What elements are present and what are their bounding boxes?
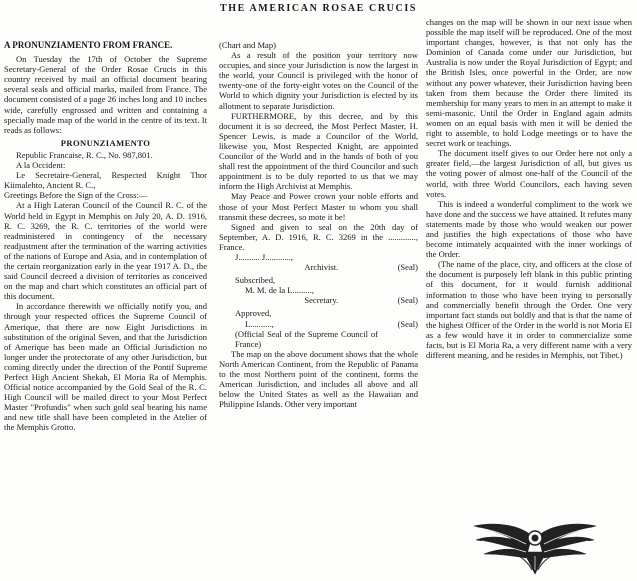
signature-archivist-row bbox=[219, 262, 418, 272]
map-description-paragraph: The map on the above document shows that the whole North American Continent, from the Republic of Panama to the most Northern point of the continent, forms the American Jurisdiction, and includes all above and all below the United States as well as the Hawaiian and Philippine Islands. Other very important bbox=[219, 348, 418, 410]
furthermore-paragraph: FURTHERMORE, by this decree, and by this document it is so decreed, the Most Perfect Master, H. Spencer Lewis, is made a Councilor of the World, likewise you, Most Respected Knight, are appointed Councilor of the World and in the hands of both of you shall rest the appointment of the third Councilor and such appointment is to be duly reported to us that we may inform the High Archivist at Memphis. bbox=[219, 110, 418, 192]
column-right bbox=[426, 17, 632, 360]
archivist-role: Archivist. bbox=[304, 262, 339, 273]
voting-power-paragraph: The document itself gives to our Order here not only a greater field,—the largest Jurisdiction of all, but gives us the voting power of almost one-half of the Council of the world, with three World Councilors, each having seven votes. bbox=[426, 148, 632, 199]
editorial-note-paragraph: (The name of the place, city, and officers at the close of the document is purposely left blank in this public printing of this document, for it would furnish additional information to those who have been trying to personally and commercially benefit through the Order. One very important fact stands out boldly and that is that the name of the highest Officer of the Order in the world is not Moria El as a few would have it in order to commercialize some facts, but is El Moria Ra, a very different name with a very different meaning, and he resides in Memphis, not Tibet.) bbox=[426, 259, 632, 361]
official-seal-note: (Official Seal of the Supreme Council of France) bbox=[235, 328, 378, 349]
signature-approved-row bbox=[219, 319, 418, 329]
approved-name: L.........., bbox=[245, 318, 274, 329]
signed-paragraph: Signed and given to seal on the 20th day of September, A. D. 1916, R. C. 3269 in the ............., France. bbox=[219, 221, 418, 252]
pronunziamento-title: PRONUNZIAMENTO bbox=[60, 137, 151, 148]
intro-paragraph: On Tuesday the 17th of October the Supreme Secretary-General of the Order Rosae Crucis in this country received by mail an official document bearing several seals and official marks, mailed from France. The document consisted of a page 26 inches long and 10 inches wide, carefully engrossed and written and containing a specially made map of the world in the centre of its text. It reads as follows: bbox=[4, 54, 207, 135]
republic-line: Republic Francaise, R. C., No. 987,801. bbox=[16, 149, 153, 160]
compliment-paragraph: This is indeed a wonderful compliment to the work we have done and the success we have attained. It refutes many statements made by those who would weaken our power and justifies the high expectations of those who have become intimately acquainted with the inner workings of the Order. bbox=[426, 198, 632, 260]
column-middle bbox=[219, 40, 418, 409]
winged-emblem-icon bbox=[470, 518, 600, 576]
signature-archivist-name: J.......... J............, bbox=[235, 251, 293, 262]
secretary-seal: (Seal) bbox=[397, 295, 418, 306]
council-paragraph: At a High Lateran Council of the Council R. C. of the World held in Egypt in Memphis on July 20, A. D. 1916, R. C. 3269, the R. C. territories of the world were readministered in contingency of the necessary readjustment after the termination of the warring activities of the nations of Europe and Asia, and in contemplation of the certain reorganization early in the year 1917 A. D., the said Council decreed a division of territories as conceived on the map and chart which constitutes an official part of this document. bbox=[4, 200, 207, 302]
secretary-line: Le Secretaire-General, Respected Knight Thor Kiimalehto, Ancient R. C., bbox=[4, 170, 207, 191]
column-left bbox=[4, 40, 207, 433]
map-changes-paragraph: changes on the map will be shown in our next issue when possible the map itself will be reproduced. One of the most important changes, however, is that not only has the Dominion of Canada come under our Jurisdiction, but Australia is now under the Royal Jurisdiction of Egypt; and the British Isles, once powerful in the Order, are now without any power whatever, their Jurisdiction having been taken from them because the Order there limited its membership for many years to men in an attempt to make it semi-masonic. Until the Order in England again admits women on an equal basis with men it will be denied the right to assemble, to hold Lodge meetings or to have the secret work or teachings. bbox=[426, 17, 632, 149]
signature-secretary-name: M. M. de la L........., bbox=[245, 285, 314, 296]
approved-label: Approved, bbox=[235, 308, 272, 319]
approved-seal: (Seal) bbox=[397, 318, 418, 329]
subscribed-label: Subscribed, bbox=[235, 275, 276, 286]
greetings-line: Greetings Before the Sign of the Cross:— bbox=[4, 190, 148, 201]
page-header: THE AMERICAN ROSAE CRUCIS bbox=[220, 3, 417, 14]
signature-secretary-row bbox=[219, 295, 418, 305]
archivist-seal: (Seal) bbox=[397, 262, 418, 273]
article-heading: A PRONUNZIAMENTO FROM FRANCE. bbox=[4, 40, 173, 50]
secretary-role: Secretary. bbox=[304, 295, 339, 306]
jurisdiction-paragraph: As a result of the position your territory now occupies, and since your Jurisdiction is now the largest in the world, your Council is privileged with the honor of twenty-one of the forty-eight votes on the Council of the World to which dignity your Jurisdiction is elected by its allotment to separate Jurisdiction. bbox=[219, 50, 418, 111]
blessing-paragraph: May Peace and Power crown your noble efforts and those of your Most Perfect Master to whom you shall transmit these decrees, so mote it be! bbox=[219, 191, 418, 222]
address-line: A la Occident: bbox=[16, 160, 66, 171]
chart-map-note: (Chart and Map) bbox=[219, 40, 276, 50]
notification-paragraph: In accordance therewith we officially notify you, and through your respected offices the Supreme Council of Amerique, that there are now Eight Jurisdictions in substitution of the original Seven, and that the Jurisdiction of Amerique has been made an Official Jurisdiction no longer under the protectorate of any other Jurisdiction, but coming directly under the direction of the Pontif Supreme Perfect High Ancient Shekah, El Moria Ra of Memphis. Official notice accompanied by the Gold Seal of the R. C. High Council will be mailed direct to your Most Perfect Master "Profundis" when such gold seal bearing his name and new title shall have been completed in the Atelier of the Memphis Grotto. bbox=[4, 301, 207, 433]
